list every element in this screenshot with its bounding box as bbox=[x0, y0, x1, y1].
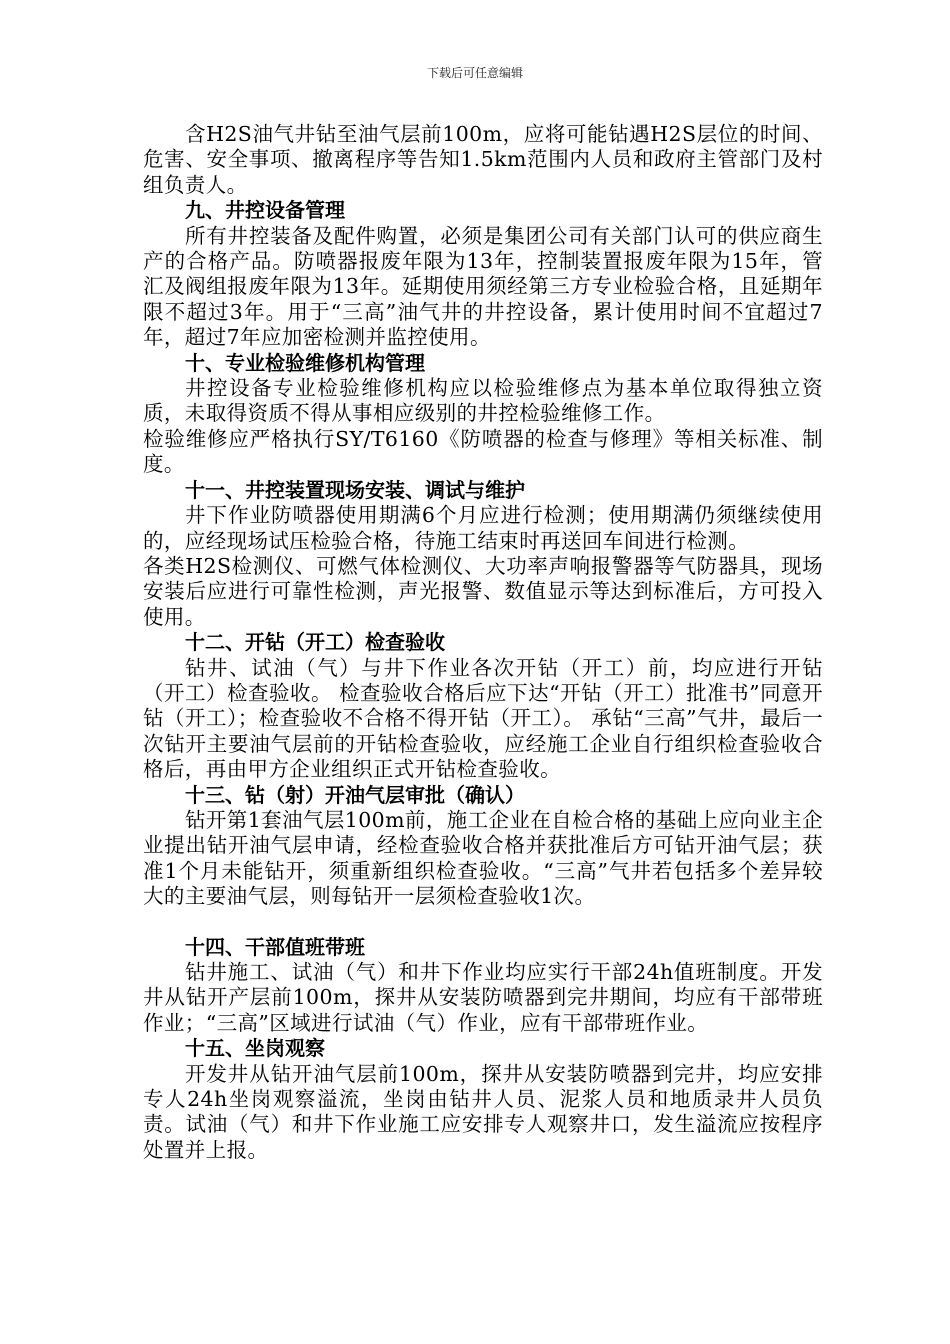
body-paragraph: 井下作业防喷器使用期满6个月应进行检测；使用期满仍须继续使用的，应经现场试压检验合格，待施工结束时再送回车间进行检测。 bbox=[143, 503, 823, 553]
body-paragraph: 所有井控装备及配件购置，必须是集团公司有关部门认可的供应商生产的合格产品。防喷器报废年限为13年，控制装置报废年限为15年，管汇及阀组报废年限为13年。延期使用须经第三方专业检验合格，且延期年限不超过3年。用于“三高”油气井的井控设备，累计使用时间不宜超过7年，超过7年应加密检测并监控使用。 bbox=[143, 223, 823, 350]
body-paragraph: 钻开第1套油气层100m前，施工企业在自检合格的基础上应向业主企业提出钻开油气层申请，经检查验收合格并获批准后方可钻开油气层；获准1个月未能钻开，须重新组织检查验收。“三高”气井若包括多个差异较大的主要油气层，则每钻开一层须检查验收1次。 bbox=[143, 807, 823, 909]
section-heading: 十二、开钻（开工）检查验收 bbox=[185, 630, 445, 655]
body-paragraph: 检验维修应严格执行SY/T6160《防喷器的检查与修理》等相关标准、制度。 bbox=[143, 426, 823, 477]
section-heading: 十一、井控装置现场安装、调试与维护 bbox=[185, 477, 525, 502]
section-heading: 十四、干部值班带班 bbox=[185, 934, 365, 959]
body-paragraph: 钻井施工、试油（气）和井下作业均应实行干部24h值班制度。开发井从钻开产层前100m，探井从安装防喷器到完井期间，均应有干部带班作业；“三高”区域进行试油（气）作业，应有干部带班作业。 bbox=[143, 960, 823, 1035]
section-heading: 十五、坐岗观察 bbox=[185, 1036, 325, 1061]
section-heading: 十、专业检验维修机构管理 bbox=[185, 350, 425, 375]
document-body bbox=[143, 122, 823, 1163]
body-paragraph: 钻井、试油（气）与井下作业各次开钻（开工）前，均应进行开钻（开工）检查验收。 检查验收合格后应下达“开钻（开工）批准书”同意开钻（开工）；检查验收不合格不得开钻（开工）。 承钻“三高”气井，最后一次钻开主要油气层前的开钻检查验收，应经施工企业自行组织检查验收合格后，再由甲方企业组织正式开钻检查验收。 bbox=[143, 655, 823, 782]
spacer bbox=[143, 910, 823, 935]
body-paragraph: 各类H2S检测仪、可燃气体检测仪、大功率声响报警器等气防器具，现场安装后应进行可靠性检测，声光报警、数值显示等达到标准后，方可投入使用。 bbox=[143, 553, 823, 629]
body-paragraph: 含H2S油气井钻至油气层前100m，应将可能钻遇H2S层位的时间、危害、安全事项、撤离程序等告知1.5km范围内人员和政府主管部门及村组负责人。 bbox=[143, 122, 823, 197]
body-paragraph: 开发井从钻开油气层前100m，探井从安装防喷器到完井，均应安排专人24h坐岗观察溢流，坐岗由钻井人员、泥浆人员和地质录井人员负责。试油（气）和井下作业施工应安排专人观察井口，发生溢流应按程序处置并上报。 bbox=[143, 1061, 823, 1162]
page-header: 下载后可任意编辑 bbox=[426, 66, 523, 80]
section-heading: 九、井控设备管理 bbox=[185, 198, 345, 223]
body-paragraph: 井控设备专业检验维修机构应以检验维修点为基本单位取得独立资质，未取得资质不得从事相应级别的井控检验维修工作。 bbox=[143, 376, 823, 426]
section-heading: 十三、钻（射）开油气层审批（确认） bbox=[185, 782, 525, 807]
